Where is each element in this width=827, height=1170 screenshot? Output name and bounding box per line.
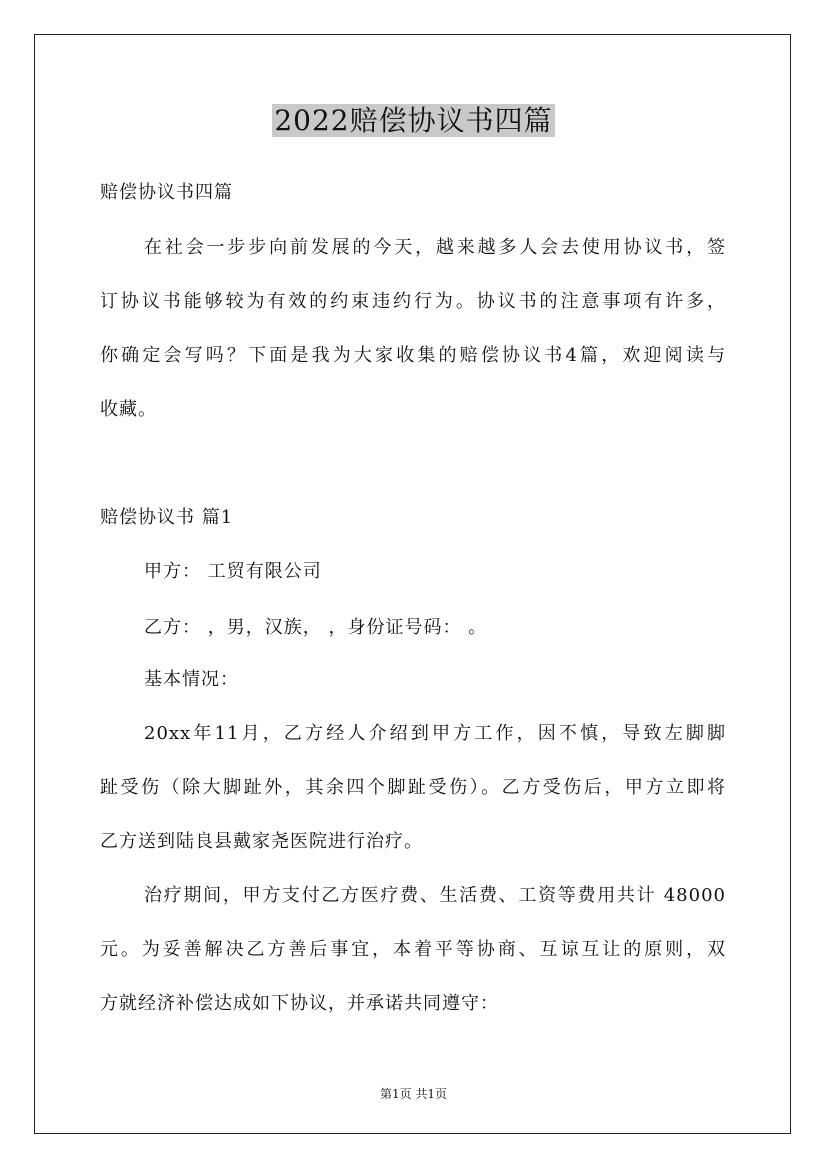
document-subtitle: 赔偿协议书四篇 — [100, 182, 233, 203]
intro-line: 在社会一步步向前发展的今天，越来越多人会去使用协议书，签 — [144, 237, 726, 258]
paragraph-line: 方就经济补偿达成如下协议，并承诺共同遵守： — [100, 993, 499, 1014]
basic-info-label: 基本情况： — [144, 669, 239, 690]
paragraph-line: 乙方送到陆良县戴家尧医院进行治疗。 — [100, 831, 423, 852]
party-b-line: 乙方： ，男，汉族， ，身份证号码： 。 — [144, 617, 488, 638]
paragraph-line: 趾受伤（除大脚趾外，其余四个脚趾受伤）。乙方受伤后，甲方立即将 — [100, 777, 726, 798]
paragraph-line: 治疗期间，甲方支付乙方医疗费、生活费、工资等费用共计 48000 — [144, 885, 726, 906]
paragraph-line: 20xx年11月，乙方经人介绍到甲方工作，因不慎，导致左脚脚 — [144, 723, 726, 744]
document-title-text: 2022赔偿协议书四篇 — [274, 104, 553, 137]
intro-line: 订协议书能够较为有效的约束违约行为。协议书的注意事项有许多， — [100, 291, 726, 312]
paragraph-line: 元。为妥善解决乙方善后事宜，本着平等协商、互谅互让的原则，双 — [100, 939, 726, 960]
section-heading: 赔偿协议书 篇1 — [100, 507, 234, 528]
party-a-line: 甲方： 工贸有限公司 — [144, 561, 322, 582]
intro-line: 你确定会写吗？下面是我为大家收集的赔偿协议书4篇，欢迎阅读与 — [100, 345, 726, 366]
page-footer: 第1页 共1页 — [379, 1087, 448, 1101]
intro-line: 收藏。 — [100, 399, 157, 420]
document-title — [0, 102, 827, 140]
